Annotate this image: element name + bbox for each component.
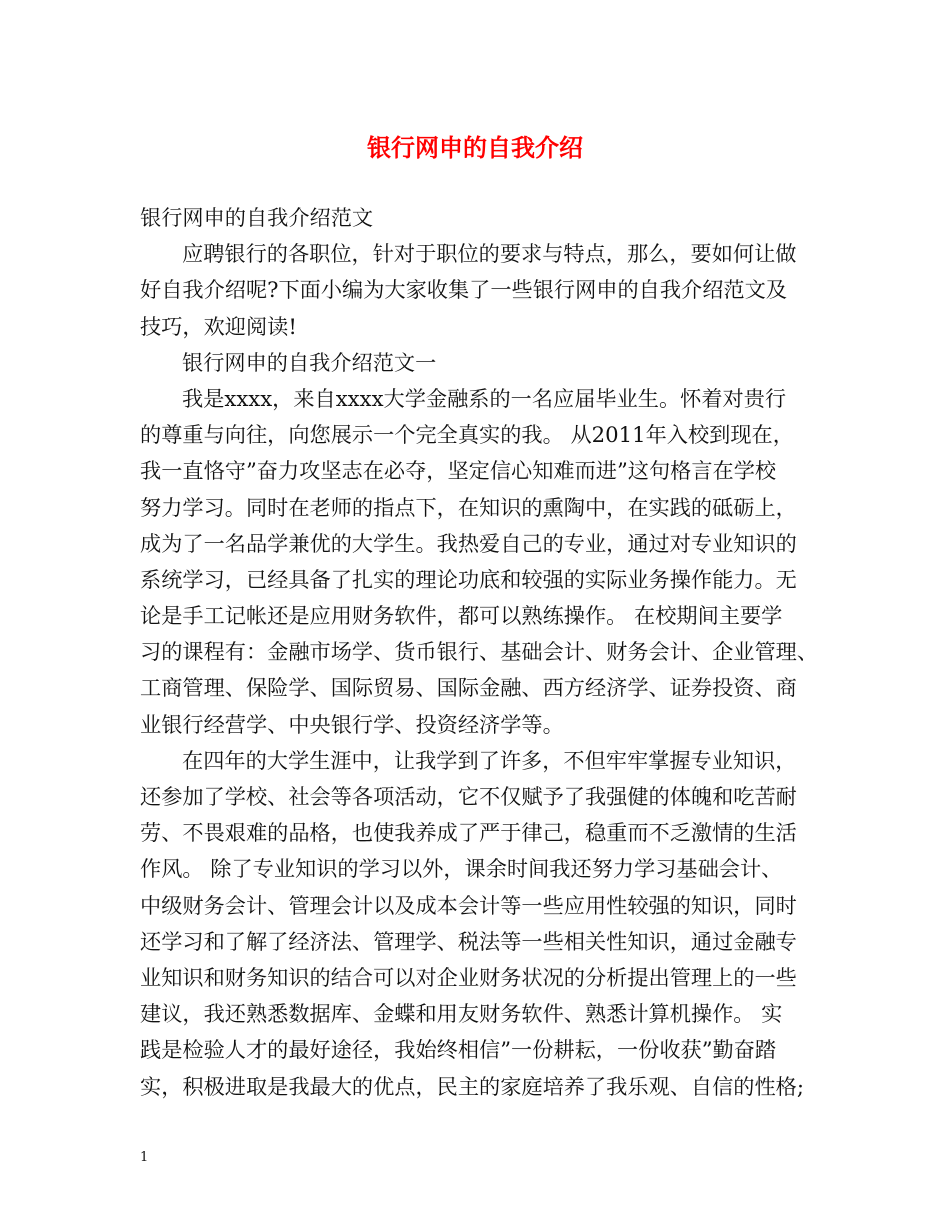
text-line: 中级财务会计、管理会计以及成本会计等一些应用性较强的知识，同时: [140, 892, 797, 918]
text-line: 成为了一名品学兼优的大学生。我热爱自己的专业，通过对专业知识的: [140, 530, 797, 556]
text-line: 我一直恪守”奋力攻坚志在必夺，坚定信心知难而进”这句格言在学校: [140, 458, 777, 484]
text-line: 论是手工记帐还是应用财务软件，都可以熟练操作。 在校期间主要学: [140, 603, 783, 629]
text-line: 银行网申的自我介绍范文: [140, 205, 374, 230]
text-line: 习的课程有：金融市场学、货币银行、基础会计、财务会计、企业管理、: [140, 639, 819, 665]
document-title: 银行网申的自我介绍: [367, 133, 583, 162]
text-line: 银行网申的自我介绍范文一: [182, 349, 437, 375]
text-line: 还参加了学校、社会等各项活动，它不仅赋予了我强健的体魄和吃苦耐: [140, 784, 797, 809]
text-line: 还学习和了解了经济法、管理学、税法等一些相关性知识，通过金融专: [140, 928, 797, 954]
text-line: 技巧，欢迎阅读!: [140, 313, 297, 339]
text-line: 的尊重与向往，向您展示一个完全真实的我。 从2011年入校到现在，: [140, 422, 794, 448]
text-line: 业知识和财务知识的结合可以对企业财务状况的分析提出管理上的一些: [140, 964, 797, 990]
text-line: 在四年的大学生涯中，让我学到了许多，不但牢牢掌握专业知识，: [182, 747, 797, 773]
text-line: 工商管理、保险学、国际贸易、国际金融、西方经济学、证券投资、商: [140, 675, 797, 701]
text-line: 劳、不畏艰难的品格，也使我养成了严于律己，稳重而不乏激情的生活: [140, 820, 797, 846]
text-line: 作风。 除了专业知识的学习以外，课余时间我还努力学习基础会计、: [140, 856, 783, 882]
text-line: 实，积极进取是我最大的优点，民主的家庭培养了我乐观、自信的性格;: [140, 1073, 804, 1099]
text-line: 我是xxxx，来自xxxx大学金融系的一名应届毕业生。怀着对贵行: [182, 385, 787, 411]
text-line: 践是检验人才的最好途径，我始终相信”一份耕耘，一份收获”勤奋踏: [140, 1037, 777, 1063]
text-line: 业银行经营学、中央银行学、投资经济学等。: [140, 711, 564, 737]
text-line: 好自我介绍呢?下面小编为大家收集了一些银行网申的自我介绍范文及: [140, 277, 787, 303]
text-line: 应聘银行的各职位，针对于职位的要求与特点，那么，要如何让做: [182, 241, 797, 267]
text-line: 努力学习。同时在老师的指点下，在知识的熏陶中，在实践的砥砺上，: [140, 494, 797, 520]
page-number: 1: [140, 1150, 149, 1165]
document-body: [140, 200, 830, 1105]
text-line: 建议，我还熟悉数据库、金蝶和用友财务软件、熟悉计算机操作。 实: [140, 1001, 783, 1027]
text-line: 系统学习，已经具备了扎实的理论功底和较强的实际业务操作能力。无: [140, 566, 797, 592]
